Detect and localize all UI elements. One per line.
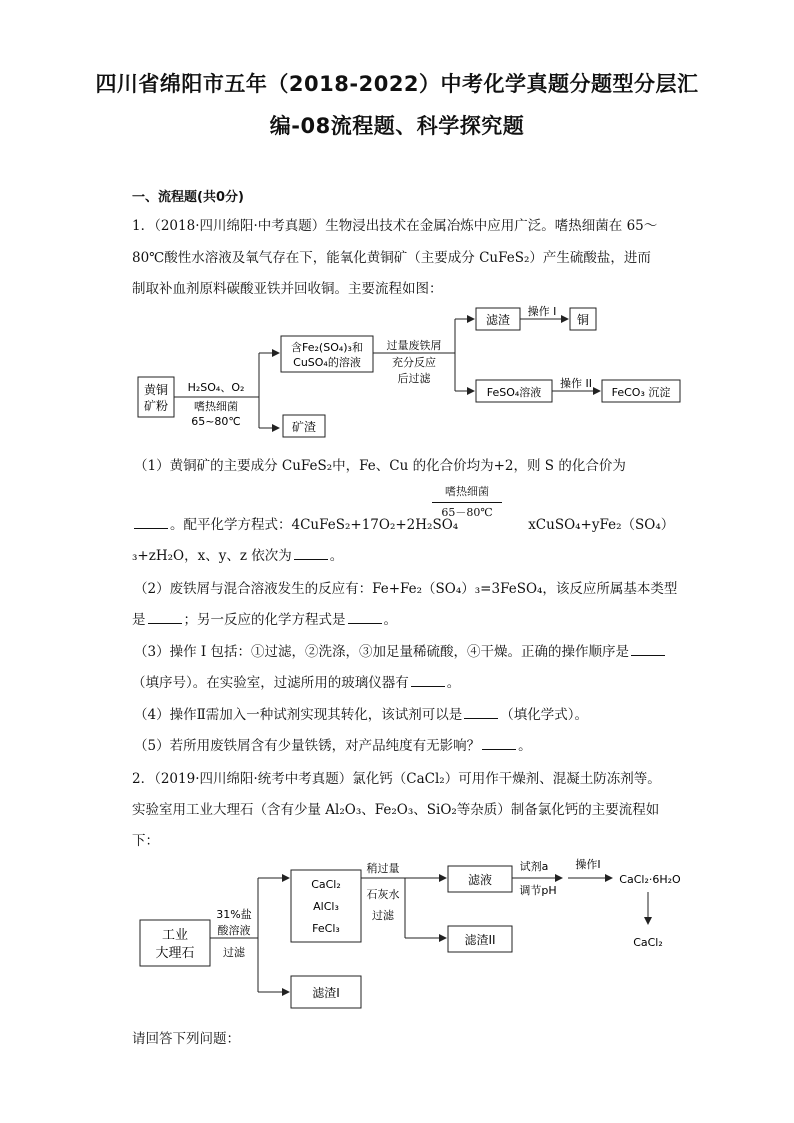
answer-blank[interactable] bbox=[631, 654, 665, 656]
q1-reagent-label: H₂SO₄、O₂ bbox=[187, 381, 245, 394]
q1-part1-eq-suffix: xCuSO₄+yFe₂（SO₄） bbox=[528, 517, 675, 533]
q1-part3-line2 bbox=[132, 671, 460, 691]
q1-ore-label-1: 黄铜 bbox=[143, 383, 169, 397]
q1-part2-line2 bbox=[132, 608, 397, 628]
answer-blank[interactable] bbox=[134, 527, 168, 529]
q2-residue2-label: 滤渣II bbox=[464, 933, 496, 947]
q1-part4-end: （填化学式）。 bbox=[500, 707, 589, 723]
q2-lime-3: 过滤 bbox=[372, 909, 394, 922]
q1-part3-text: （3）操作 I 包括：①过滤，②洗涤，③加足量稀硫酸，④干燥。正确的操作顺序是 bbox=[134, 644, 630, 660]
q2-mix-1: CaCl₂ bbox=[311, 878, 341, 891]
q1-part5 bbox=[134, 734, 532, 754]
q2-lime-2: 石灰水 bbox=[366, 888, 400, 901]
q1-flow-diagram bbox=[130, 303, 690, 443]
q2-acid-label-1: 31%盐 bbox=[216, 908, 252, 921]
q1-feso4-label: FeSO₄溶液 bbox=[486, 386, 542, 399]
q1-copper-label: 铜 bbox=[576, 313, 590, 327]
q1-part2-end: 。 bbox=[383, 612, 397, 628]
page-title-line1: 四川省绵阳市五年（2018-2022）中考化学真题分题型分层汇 bbox=[95, 72, 699, 96]
q1-part4-text: （4）操作Ⅱ需加入一种试剂实现其转化，该试剂可以是 bbox=[134, 707, 463, 723]
q1-intro-line3: 制取补血剂原料碳酸亚铁并回收铜。主要流程如图： bbox=[132, 281, 443, 297]
q2-acid-label-3: 过滤 bbox=[223, 946, 245, 959]
q1-part3-line1 bbox=[134, 640, 667, 660]
q1-part2-line1: （2）废铁屑与混合溶液发生的反应有：Fe+Fe₂（SO₄）₃=3FeSO₄，该反应所属基本类型 bbox=[134, 581, 678, 597]
q1-eq-bar bbox=[432, 502, 502, 503]
q1-part1-line1: （1）黄铜矿的主要成分 CuFeS₂中，Fe、Cu 的化合价均为+2，则 S 的化合价为 bbox=[134, 458, 626, 474]
q1-part5-text: （5）若所用废铁屑含有少量铁锈，对产品纯度有无影响？ bbox=[134, 738, 481, 754]
q1-ore-label-2: 矿粉 bbox=[143, 399, 169, 413]
answer-blank[interactable] bbox=[348, 622, 382, 624]
answer-blank[interactable] bbox=[148, 622, 182, 624]
q1-residue-label: 矿渣 bbox=[291, 420, 317, 434]
q1-part1-eq-prefix: 。配平化学方程式：4CuFeS₂+17O₂+2H₂SO₄ bbox=[170, 517, 459, 533]
q2-question-prompt: 请回答下列问题： bbox=[132, 1031, 240, 1047]
q2-mix-2: AlCl₃ bbox=[313, 900, 339, 913]
q2-product: CaCl₂ bbox=[633, 936, 663, 949]
q2-op1: 操作I bbox=[575, 858, 601, 871]
q1-step2-label-2: 充分反应 bbox=[392, 356, 436, 369]
q1-condition-1: 嗜热细菌 bbox=[194, 400, 238, 413]
q1-part2-mid: ；另一反应的化学方程式是 bbox=[183, 612, 346, 628]
q1-part3-end: 。 bbox=[446, 675, 461, 691]
q1-solution-label-1: 含Fe₂(SO₄)₃和 bbox=[291, 341, 363, 354]
q1-part1-line3-end: 。 bbox=[329, 548, 344, 564]
page-title-line2: 编-08流程题、科学探究题 bbox=[269, 114, 525, 138]
q1-filter-residue-label: 滤渣 bbox=[485, 313, 511, 327]
q1-part1-line2 bbox=[132, 513, 674, 533]
q1-op1-label: 操作 I bbox=[527, 305, 557, 318]
q2-marble-label-2: 大理石 bbox=[155, 946, 195, 961]
q1-part5-end: 。 bbox=[518, 738, 532, 754]
answer-blank[interactable] bbox=[294, 558, 328, 560]
section-heading: 一、流程题(共0分) bbox=[132, 190, 244, 205]
q1-step2-label-1: 过量废铁屑 bbox=[386, 339, 442, 352]
q2-intro-line3: 下： bbox=[132, 833, 159, 849]
q1-step2-label-3: 后过滤 bbox=[397, 372, 431, 385]
answer-blank[interactable] bbox=[411, 685, 445, 687]
q2-acid-label-2: 酸溶液 bbox=[217, 924, 251, 937]
q2-intro-line1: 2．（2019·四川绵阳·统考中考真题）氯化钙（CaCl₂）可用作干燥剂、混凝土防冻剂等。 bbox=[132, 771, 661, 787]
q1-intro-line1: 1．（2018·四川绵阳·中考真题）生物浸出技术在金属冶炼中应用广泛。嗜热细菌在 65～ bbox=[132, 218, 658, 234]
q2-lime-1: 稍过量 bbox=[366, 862, 400, 875]
q2-reagent-a: 试剂a bbox=[519, 860, 549, 873]
q1-part1-line3-text: ₃+zH₂O，x、y、z 依次为 bbox=[132, 548, 292, 564]
q2-filtrate-label: 滤液 bbox=[467, 873, 493, 887]
q1-solution-label-2: CuSO₄的溶液 bbox=[293, 356, 361, 369]
q2-residue1-label: 滤渣I bbox=[312, 986, 340, 1000]
answer-blank[interactable] bbox=[482, 748, 516, 750]
q1-part4 bbox=[134, 703, 588, 723]
q2-intro-line2: 实验室用工业大理石（含有少量 Al₂O₃、Fe₂O₃、SiO₂等杂质）制备氯化钙的主要流程如 bbox=[132, 802, 660, 818]
q1-part3-pre: （填序号）。在实验室，过滤所用的玻璃仪器有 bbox=[132, 675, 409, 691]
q1-intro-line2: 80℃酸性水溶液及氧气存在下，能氧化黄铜矿（主要成分 CuFeS₂）产生硫酸盐，进而 bbox=[132, 250, 651, 266]
q2-flow-diagram bbox=[130, 856, 700, 1016]
q2-hydrate: CaCl₂·6H₂O bbox=[619, 873, 681, 886]
q1-op2-label: 操作 II bbox=[560, 377, 592, 390]
q2-ph: 调节pH bbox=[519, 884, 557, 897]
q1-eq-condition-top: 嗜热细菌 bbox=[445, 485, 489, 498]
answer-blank[interactable] bbox=[464, 717, 498, 719]
q2-mix-3: FeCl₃ bbox=[312, 922, 340, 935]
q1-eq-condition-bottom: 65－80℃ bbox=[441, 506, 493, 519]
q1-part1-line3 bbox=[132, 544, 343, 564]
q1-condition-2: 65~80℃ bbox=[191, 415, 241, 428]
q2-marble-label-1: 工业 bbox=[161, 928, 189, 943]
q1-part2-pre: 是 bbox=[132, 612, 146, 628]
q1-feco3-label: FeCO₃ 沉淀 bbox=[611, 386, 671, 399]
